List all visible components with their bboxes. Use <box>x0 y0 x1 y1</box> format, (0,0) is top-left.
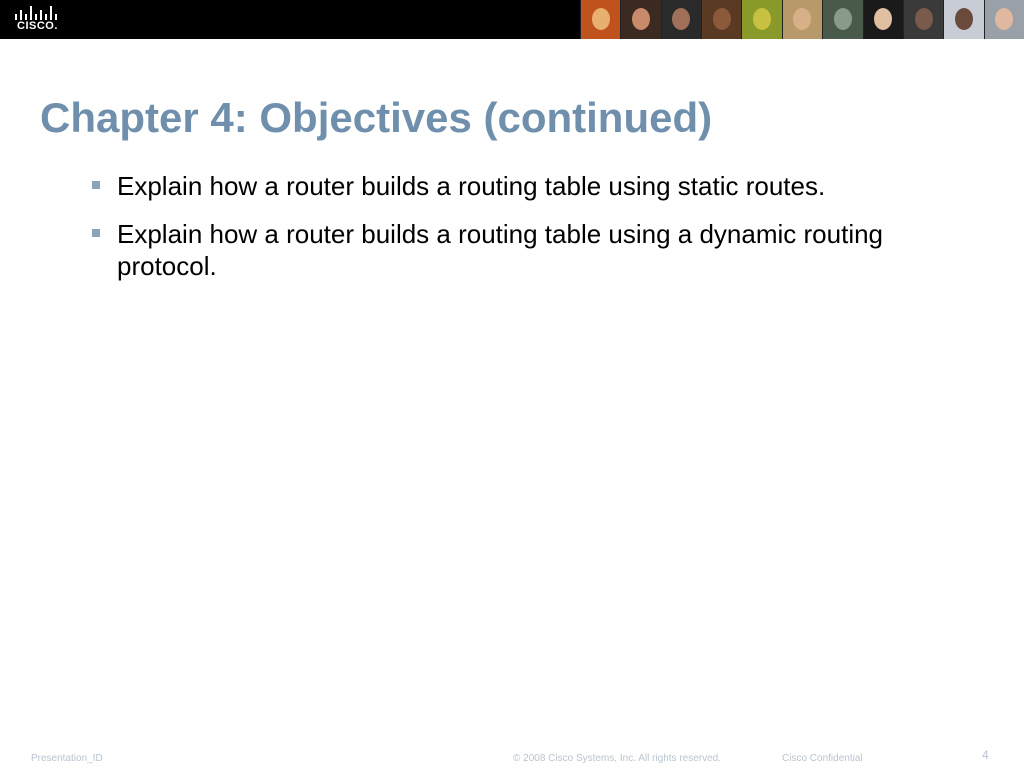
cisco-logo <box>12 6 62 34</box>
slide-title: Chapter 4: Objectives (continued) <box>40 94 713 141</box>
footer-presentation-id: Presentation_ID <box>31 753 103 764</box>
bullet-square-icon <box>92 229 100 237</box>
autumn-leaves-photo-subject <box>592 8 610 30</box>
young-man-photo-subject <box>995 8 1013 30</box>
cisco-logo-text: CISCO. <box>17 20 58 32</box>
young-man-photo <box>984 0 1024 39</box>
header-bar <box>0 0 1024 39</box>
smiling-man-white-shirt-photo <box>943 0 983 39</box>
bullet-text: Explain how a router builds a routing table using static routes. <box>117 171 826 201</box>
plant-photo <box>741 0 781 39</box>
photo-strip <box>580 0 1024 39</box>
smiling-man-photo-subject <box>713 8 731 30</box>
chalkboard-photo <box>822 0 862 39</box>
plant-photo-subject <box>753 8 771 30</box>
bullet-item <box>92 218 972 282</box>
bullet-square-icon <box>92 181 100 189</box>
man-portrait-photo <box>903 0 943 39</box>
chalkboard-photo-subject <box>834 8 852 30</box>
woman-portrait-photo <box>620 0 660 39</box>
bullet-list <box>92 170 972 298</box>
asian-woman-photo-subject <box>874 8 892 30</box>
cisco-bridge-logo-icon <box>14 6 58 20</box>
bullet-text: Explain how a router builds a routing table using a dynamic routing protocol. <box>117 219 884 281</box>
autumn-leaves-photo <box>580 0 620 39</box>
woman-headscarf-photo <box>782 0 822 39</box>
asian-woman-photo <box>863 0 903 39</box>
man-portrait-photo-subject <box>915 8 933 30</box>
smiling-man-photo <box>701 0 741 39</box>
woman-portrait-photo-subject <box>632 8 650 30</box>
woman-headscarf-photo-subject <box>793 8 811 30</box>
footer-confidential: Cisco Confidential <box>782 753 863 764</box>
footer-copyright: © 2008 Cisco Systems, Inc. All rights reserved. <box>513 753 722 764</box>
bullet-item <box>92 170 972 202</box>
man-thinking-photo-subject <box>672 8 690 30</box>
man-thinking-photo <box>661 0 701 39</box>
page-number: 4 <box>982 748 989 762</box>
smiling-man-white-shirt-photo-subject <box>955 8 973 30</box>
